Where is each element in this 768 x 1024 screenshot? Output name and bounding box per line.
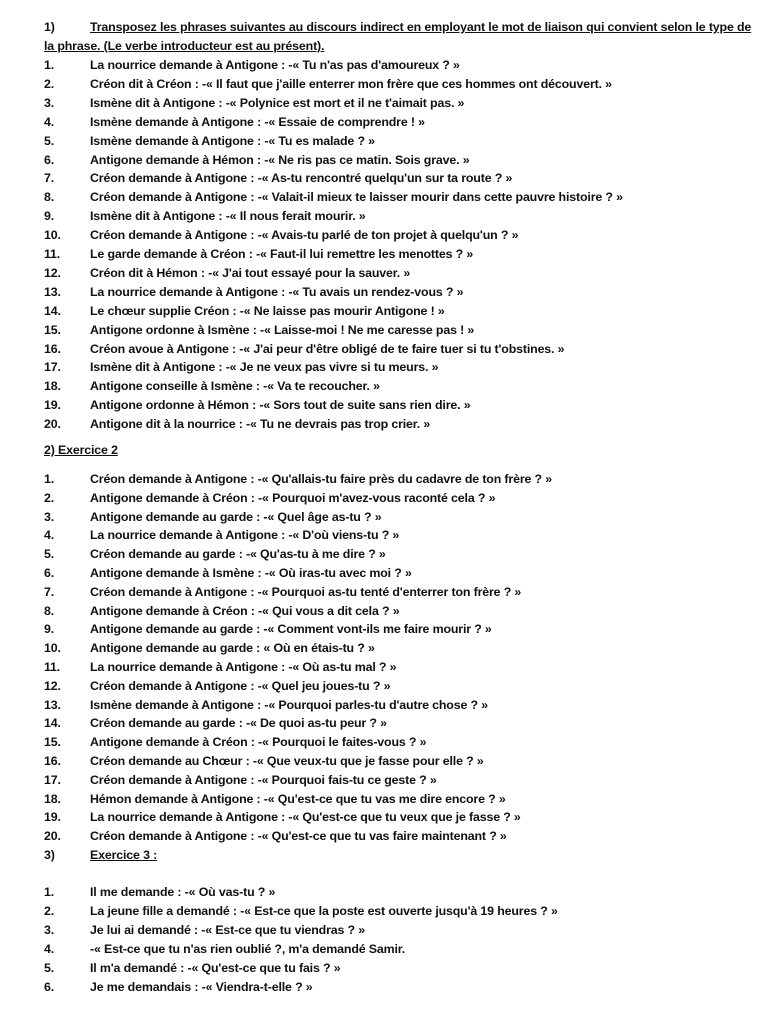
item-text: Hémon demande à Antigone : -« Qu'est-ce que tu vas me dire encore ? »	[90, 791, 506, 806]
item-text: La jeune fille a demandé : -« Est-ce que la poste est ouverte jusqu'à 19 heures ? »	[90, 903, 558, 918]
item-text: Créon demande à Antigone : -« Quel jeu joues-tu ? »	[90, 678, 391, 693]
item-text: Le chœur supplie Créon : -« Ne laisse pas mourir Antigone ! »	[90, 303, 445, 318]
item-number: 4.	[44, 941, 55, 956]
list-item	[44, 959, 748, 978]
item-number: 2.	[44, 490, 55, 505]
item-text: La nourrice demande à Antigone : -« Qu'est-ce que tu veux que je fasse ? »	[90, 810, 521, 825]
item-number: 1.	[44, 472, 55, 486]
list-item	[44, 188, 748, 207]
item-number: 5.	[44, 133, 55, 148]
item-number: 10.	[44, 228, 61, 243]
list-item	[44, 132, 748, 151]
item-number: 17.	[44, 772, 61, 787]
list-item	[44, 921, 748, 940]
section3-number: 3)	[44, 848, 55, 862]
list-item	[44, 790, 748, 809]
list-item	[44, 340, 748, 359]
list-item	[44, 358, 748, 377]
list-item	[44, 526, 748, 545]
item-text: -« Est-ce que tu n'as rien oublié ?, m'a demandé Samir.	[90, 941, 406, 956]
list-item	[44, 808, 748, 827]
item-number: 8.	[44, 603, 55, 618]
list-item	[44, 489, 748, 508]
list-item	[44, 264, 748, 283]
list-item	[44, 827, 748, 846]
list-item	[44, 771, 748, 790]
item-text: Je lui ai demandé : -« Est-ce que tu viendras ? »	[90, 922, 365, 937]
list-item	[44, 377, 748, 396]
item-number: 16.	[44, 341, 61, 356]
section3-title: Exercice 3 :	[90, 848, 158, 862]
item-number: 4.	[44, 528, 55, 543]
item-text: Antigone demande à Hémon : -« Ne ris pas ce matin. Sois grave. »	[90, 152, 470, 167]
item-text: Ismène dit à Antigone : -« Polynice est mort et il ne t'aimait pas. »	[90, 95, 465, 110]
item-text: Il me demande : -« Où vas-tu ? »	[90, 885, 276, 899]
list-item	[44, 639, 748, 658]
item-text: Créon demande au garde : -« De quoi as-tu peur ? »	[90, 716, 387, 731]
list-item	[44, 207, 748, 226]
item-number: 3.	[44, 509, 55, 524]
section1-title-line2: la phrase. (Le verbe introducteur est au présent).	[44, 39, 325, 53]
item-number: 7.	[44, 171, 55, 186]
list-item	[44, 75, 748, 94]
item-text: Antigone demande au garde : -« Comment vont-ils me faire mourir ? »	[90, 622, 492, 637]
item-number: 10.	[44, 641, 61, 656]
item-number: 19.	[44, 810, 61, 825]
list-item	[44, 620, 748, 639]
section1-heading	[44, 18, 752, 37]
item-text: Ismène dit à Antigone : -« Je ne veux pas vivre si tu meurs. »	[90, 360, 439, 375]
item-number: 15.	[44, 735, 61, 750]
item-text: Il m'a demandé : -« Qu'est-ce que tu fais ? »	[90, 960, 341, 975]
item-number: 6.	[44, 979, 55, 994]
section3-heading	[44, 846, 748, 865]
item-text: Antigone ordonne à Ismène : -« Laisse-moi ! Ne me caresse pas ! »	[90, 322, 475, 337]
item-text: Ismène demande à Antigone : -« Essaie de comprendre ! »	[90, 114, 425, 129]
list-item	[44, 677, 748, 696]
list-item	[44, 602, 748, 621]
list-item	[44, 245, 748, 264]
item-text: Créon demande à Antigone : -« As-tu rencontré quelqu'un sur ta route ? »	[90, 171, 513, 186]
item-number: 5.	[44, 960, 55, 975]
item-text: Créon demande au Chœur : -« Que veux-tu que je fasse pour elle ? »	[90, 754, 484, 768]
item-number: 4.	[44, 114, 55, 129]
item-number: 13.	[44, 284, 61, 299]
item-number: 8.	[44, 190, 55, 205]
item-number: 6.	[44, 152, 55, 167]
item-number: 20.	[44, 829, 61, 844]
list-item	[44, 752, 748, 771]
item-text: Créon demande au garde : -« Qu'as-tu à me dire ? »	[90, 547, 386, 562]
list-item	[44, 226, 748, 245]
item-number: 9.	[44, 209, 55, 224]
item-number: 6.	[44, 566, 55, 580]
list-item	[44, 321, 748, 340]
list-item	[44, 883, 748, 902]
item-number: 18.	[44, 379, 61, 394]
item-text: Antigone ordonne à Hémon : -« Sors tout de suite sans rien dire. »	[90, 398, 471, 413]
item-text: Antigone demande à Ismène : -« Où iras-tu avec moi ? »	[90, 566, 412, 580]
item-text: Antigone conseille à Ismène : -« Va te recoucher. »	[90, 379, 380, 394]
list-item	[44, 564, 748, 583]
item-text: Créon dit à Hémon : -« J'ai tout essayé pour la sauver. »	[90, 265, 411, 280]
item-text: Le garde demande à Créon : -« Faut-il lui remettre les menottes ? »	[90, 247, 474, 261]
item-text: La nourrice demande à Antigone : -« Où as-tu mal ? »	[90, 660, 397, 674]
list-item	[44, 396, 748, 415]
item-number: 14.	[44, 716, 61, 731]
item-number: 12.	[44, 678, 61, 693]
list-item	[44, 658, 748, 677]
item-number: 3.	[44, 922, 55, 937]
list-item	[44, 583, 748, 602]
item-text: La nourrice demande à Antigone : -« Tu n'as pas d'amoureux ? »	[90, 58, 460, 72]
item-number: 17.	[44, 360, 61, 375]
item-number: 1.	[44, 58, 55, 72]
item-number: 1.	[44, 885, 55, 899]
item-number: 9.	[44, 622, 55, 637]
item-text: Créon demande à Antigone : -« Qu'est-ce que tu vas faire maintenant ? »	[90, 829, 507, 844]
item-text: Antigone dit à la nourrice : -« Tu ne devrais pas trop crier. »	[90, 417, 431, 432]
item-text: Ismène demande à Antigone : -« Pourquoi parles-tu d'autre chose ? »	[90, 697, 488, 712]
item-text: Antigone demande au garde : « Où en étais-tu ? »	[90, 641, 375, 656]
item-text: Créon demande à Antigone : -« Pourquoi as-tu tenté d'enterrer ton frère ? »	[90, 584, 522, 599]
section1-number: 1)	[44, 20, 55, 34]
item-number: 16.	[44, 754, 61, 768]
list-item	[44, 94, 748, 113]
item-number: 15.	[44, 322, 61, 337]
item-text: Je me demandais : -« Viendra-t-elle ? »	[90, 979, 313, 994]
item-text: La nourrice demande à Antigone : -« Tu avais un rendez-vous ? »	[90, 284, 464, 299]
list-item	[44, 696, 748, 715]
list-item	[44, 902, 748, 921]
item-text: Ismène demande à Antigone : -« Tu es malade ? »	[90, 133, 375, 148]
item-text: Créon dit à Créon : -« Il faut que j'aille enterrer mon frère que ces hommes ont découvert. »	[90, 76, 612, 91]
list-item	[44, 733, 748, 752]
item-number: 20.	[44, 417, 61, 432]
list-item	[44, 978, 748, 997]
item-number: 11.	[44, 660, 61, 674]
item-text: Créon demande à Antigone : -« Pourquoi fais-tu ce geste ? »	[90, 772, 437, 787]
item-text: Créon demande à Antigone : -« Avais-tu parlé de ton projet à quelqu'un ? »	[90, 228, 519, 243]
list-item	[44, 508, 748, 527]
item-number: 14.	[44, 303, 61, 318]
item-text: Créon avoue à Antigone : -« J'ai peur d'être obligé de te faire tuer si tu t'obstines. »	[90, 341, 565, 356]
item-number: 3.	[44, 95, 55, 110]
item-number: 11.	[44, 247, 61, 261]
item-number: 13.	[44, 697, 61, 712]
item-text: Ismène dit à Antigone : -« Il nous ferait mourir. »	[90, 209, 366, 224]
section2-heading: 2) Exercice 2	[44, 443, 118, 457]
item-text: Antigone demande à Créon : -« Pourquoi le faites-vous ? »	[90, 735, 427, 750]
list-item	[44, 169, 748, 188]
item-text: Créon demande à Antigone : -« Qu'allais-tu faire près du cadavre de ton frère ? »	[90, 472, 552, 486]
item-number: 5.	[44, 547, 55, 562]
item-number: 2.	[44, 903, 55, 918]
list-item	[44, 302, 748, 321]
item-text: Créon demande à Antigone : -« Valait-il mieux te laisser mourir dans cette pauvre histoire ? »	[90, 190, 623, 205]
item-number: 12.	[44, 265, 61, 280]
section1-title-line1: Transposez les phrases suivantes au discours indirect en employant le mot de liaison qui convient selon le type de	[90, 20, 752, 34]
list-item	[44, 151, 748, 170]
list-item	[44, 56, 748, 75]
item-number: 2.	[44, 76, 55, 91]
item-number: 7.	[44, 584, 55, 599]
list-item	[44, 113, 748, 132]
list-item	[44, 545, 748, 564]
list-item	[44, 470, 748, 489]
item-number: 18.	[44, 791, 61, 806]
list-item	[44, 283, 748, 302]
item-text: La nourrice demande à Antigone : -« D'où viens-tu ? »	[90, 528, 400, 543]
item-text: Antigone demande au garde : -« Quel âge as-tu ? »	[90, 509, 382, 524]
list-item	[44, 415, 748, 434]
list-item	[44, 714, 748, 733]
item-number: 19.	[44, 398, 61, 413]
item-text: Antigone demande à Créon : -« Qui vous a dit cela ? »	[90, 603, 400, 618]
list-item	[44, 940, 748, 959]
item-text: Antigone demande à Créon : -« Pourquoi m'avez-vous raconté cela ? »	[90, 490, 496, 505]
